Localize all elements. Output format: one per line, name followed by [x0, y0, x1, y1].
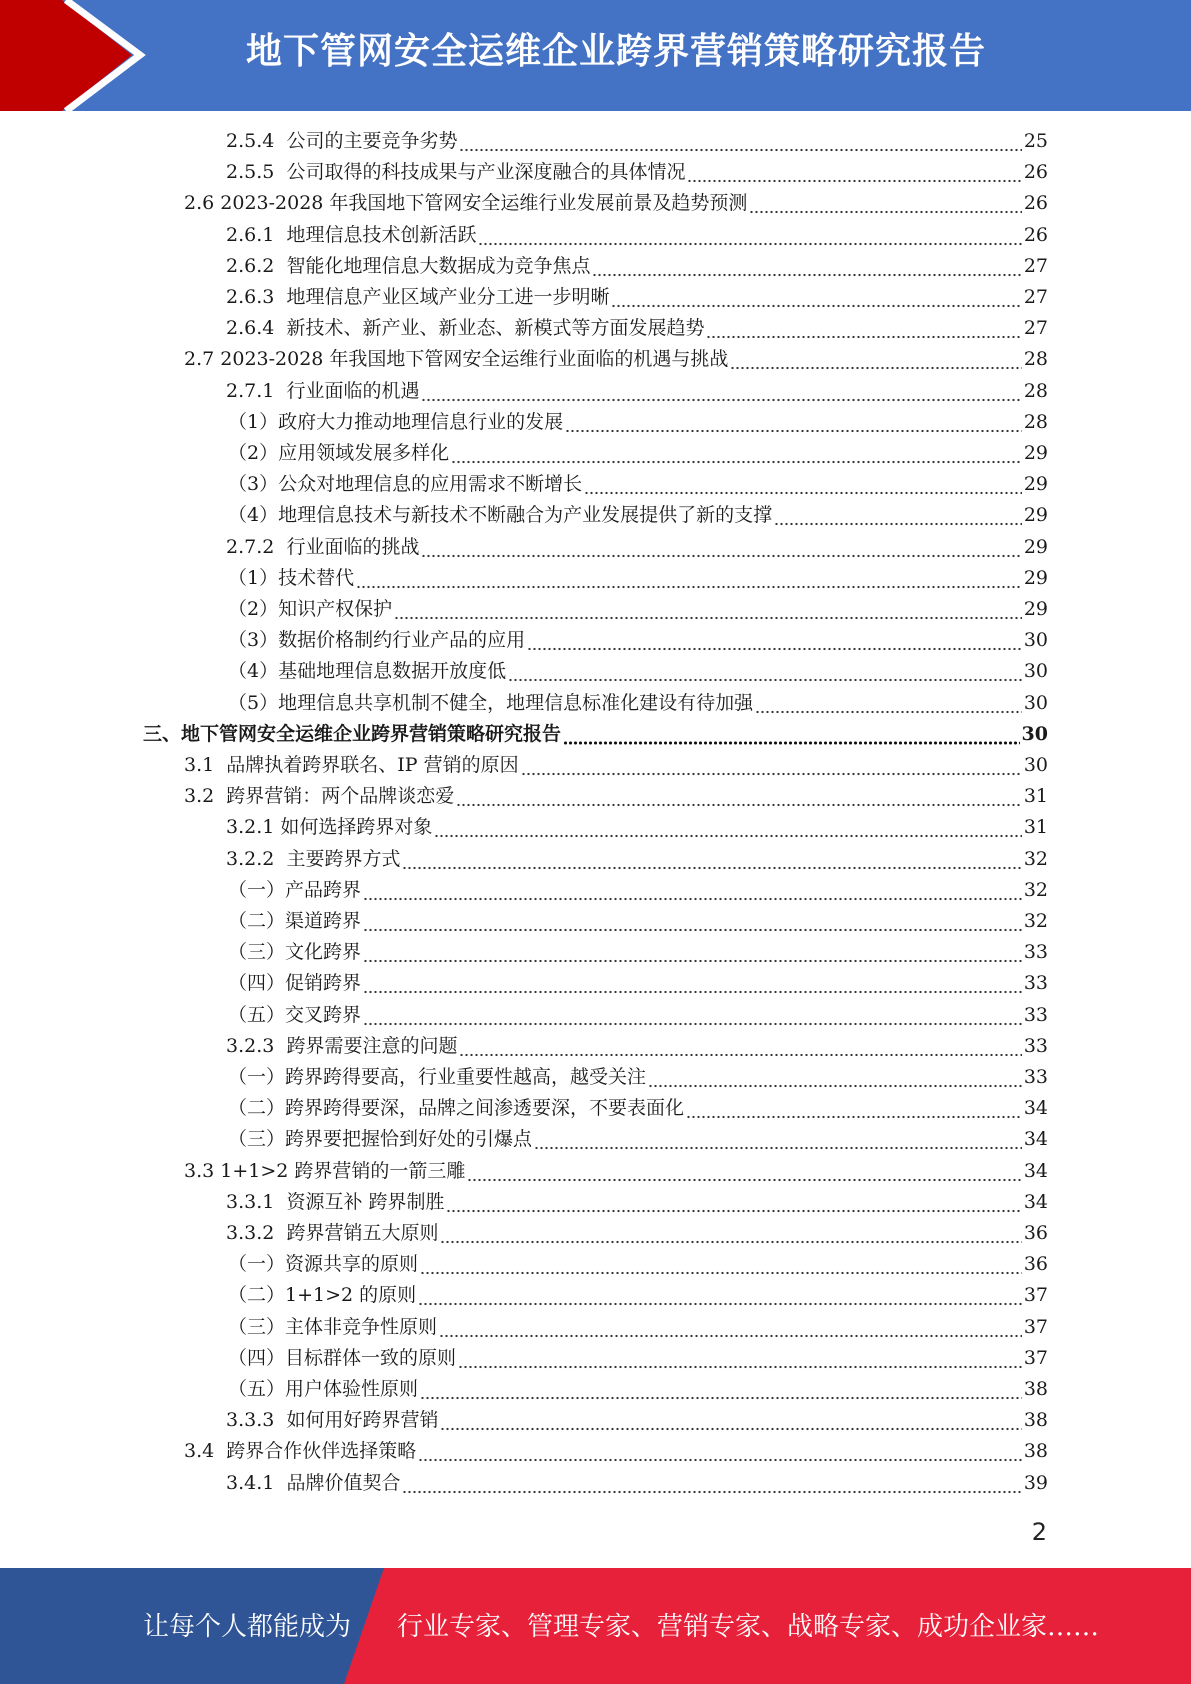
toc-entry-page: 32 [1023, 878, 1048, 901]
toc-leader-dots [648, 1062, 1022, 1092]
toc-entry[interactable] [228, 688, 1048, 718]
toc-entry-title: 地理信息技术创新活跃 [286, 223, 477, 246]
toc-leader-dots [563, 719, 1020, 749]
toc-entry-number: （3） [228, 473, 279, 496]
toc-entry[interactable] [226, 313, 1048, 343]
toc-leader-dots [363, 937, 1022, 967]
toc-entry[interactable] [226, 251, 1048, 281]
toc-entry-page: 30 [1023, 660, 1048, 683]
toc-entry-number: （二） [228, 910, 286, 932]
toc-entry-number: 3.4 [184, 1440, 227, 1463]
toc-entry-page: 25 [1023, 130, 1048, 152]
toc-entry-page: 32 [1023, 910, 1048, 932]
toc-entry-page: 29 [1023, 504, 1048, 527]
toc-entry[interactable] [184, 781, 1048, 811]
toc-entry-number: 2.6.3 [226, 286, 287, 308]
toc-entry-title: 如何用好跨界营销 [286, 1409, 439, 1432]
toc-entry-page: 38 [1023, 1378, 1048, 1400]
toc-leader-dots [467, 1156, 1021, 1186]
toc-entry-title: 跨界合作伙伴选择策略 [226, 1440, 417, 1463]
toc-entry-title: 地下管网安全运维企业跨界营销策略研究报告 [181, 722, 562, 745]
toc-entry-number: 3.3 [184, 1159, 221, 1182]
toc-entry-title: 智能化地理信息大数据成为竞争焦点 [286, 254, 591, 277]
toc-entry-number: 3.2.3 [226, 1034, 287, 1057]
toc-entry-page: 33 [1023, 1066, 1048, 1088]
toc-entry[interactable] [228, 1280, 1048, 1310]
toc-entry-number: （四） [228, 972, 286, 995]
toc-entry-number: 3.1 [184, 754, 227, 776]
toc-entry-number: （三） [228, 941, 286, 964]
toc-leader-dots [440, 1405, 1021, 1435]
toc-entry-page: 27 [1023, 286, 1048, 308]
toc-entry-title: 主要跨界方式 [286, 847, 401, 870]
toc-entry-title: 跨界跨得要深，品牌之间渗透要深，不要表面化 [285, 1097, 685, 1120]
toc-leader-dots [611, 282, 1021, 312]
toc-entry[interactable] [226, 220, 1048, 250]
toc-entry[interactable] [226, 157, 1048, 187]
toc-leader-dots [458, 1343, 1022, 1373]
toc-leader-dots [451, 438, 1022, 468]
toc-entry[interactable] [228, 1249, 1048, 1279]
toc-entry[interactable] [228, 937, 1048, 967]
toc-leader-dots [446, 1187, 1021, 1217]
toc-entry[interactable] [228, 469, 1048, 499]
toc-entry[interactable] [228, 563, 1048, 593]
toc-entry-number: 3.4.1 [226, 1471, 287, 1494]
toc-leader-dots [687, 157, 1021, 187]
toc-entry-number: （1） [228, 566, 279, 589]
toc-entry-title: 资源共享的原则 [285, 1253, 419, 1276]
toc-entry-title: 基础地理信息数据开放度低 [278, 660, 507, 683]
toc-entry-number: 2.6.1 [226, 223, 287, 246]
toc-leader-dots [421, 532, 1021, 562]
toc-entry-number: 3.3.2 [226, 1222, 287, 1244]
toc-entry-page: 34 [1023, 1097, 1048, 1120]
toc-entry[interactable] [184, 344, 1048, 374]
toc-entry[interactable] [228, 1000, 1048, 1030]
toc-entry-page: 29 [1023, 535, 1048, 558]
toc-entry-title: 公众对地理信息的应用需求不断增长 [278, 473, 583, 496]
toc-leader-dots [363, 875, 1022, 905]
report-title: 地下管网安全运维企业跨界营销策略研究报告 [246, 31, 987, 72]
toc-leader-dots [508, 656, 1022, 686]
toc-entry[interactable] [228, 1374, 1048, 1404]
toc-entry-page: 30 [1023, 691, 1048, 714]
toc-entry-title: 跨界营销：两个品牌谈恋爱 [226, 785, 455, 808]
toc-entry-title: 地理信息技术与新技术不断融合为产业发展提供了新的支撑 [278, 504, 773, 527]
toc-entry-title: 主体非竞争性原则 [285, 1315, 438, 1338]
toc-leader-dots [749, 188, 1021, 218]
toc-entry-title: 1+1>2 跨界营销的一箭三雕 [220, 1159, 466, 1182]
toc-entry-number: 2.6 [184, 192, 221, 215]
toc-entry-number: （一） [228, 1253, 286, 1276]
toc-entry-number: （2） [228, 598, 279, 620]
toc-leader-dots [421, 376, 1021, 406]
toc-entry-title: 产品跨界 [285, 878, 362, 901]
toc-entry-page: 31 [1023, 785, 1048, 808]
toc-entry-page: 32 [1023, 847, 1048, 870]
toc-leader-dots [774, 500, 1022, 530]
toc-entry-title: 渠道跨界 [285, 910, 362, 932]
toc-leader-dots [459, 1031, 1021, 1061]
toc-leader-dots [439, 1312, 1022, 1342]
toc-entry-title: 1+1>2 的原则 [285, 1284, 417, 1307]
toc-entry-page: 33 [1023, 1003, 1048, 1026]
toc-leader-dots [478, 220, 1021, 250]
toc-entry[interactable] [226, 1468, 1048, 1498]
toc-entry-page: 36 [1023, 1222, 1048, 1244]
toc-entry-title: 跨界营销五大原则 [286, 1222, 439, 1244]
toc-entry-title: 地理信息产业区域产业分工进一步明晰 [286, 286, 610, 308]
toc-entry-number: （3） [228, 629, 279, 652]
toc-entry[interactable] [228, 1312, 1048, 1342]
toc-entry-title: 数据价格制约行业产品的应用 [278, 629, 526, 652]
toc-leader-dots [363, 1000, 1022, 1030]
toc-entry-number: 2.7.2 [226, 535, 287, 558]
toc-leader-dots [418, 1436, 1022, 1466]
toc-entry[interactable] [226, 1031, 1048, 1061]
toc-leader-dots [420, 1374, 1022, 1404]
toc-leader-dots [459, 126, 1021, 156]
toc-entry-number: 2.5.5 [226, 161, 287, 184]
toc-entry-title: 2023-2028 年我国地下管网安全运维行业面临的机遇与挑战 [220, 348, 729, 371]
toc-entry[interactable] [228, 1093, 1048, 1123]
footer-slogan-right: 行业专家、管理专家、营销专家、战略专家、成功企业家…… [397, 1612, 1100, 1642]
toc-entry[interactable] [226, 844, 1048, 874]
toc-entry[interactable] [184, 188, 1048, 218]
toc-entry-page: 28 [1023, 348, 1048, 371]
toc-leader-dots [434, 812, 1021, 842]
toc-leader-dots [418, 1280, 1022, 1310]
toc-leader-dots [730, 344, 1021, 374]
toc-entry-page: 34 [1023, 1128, 1048, 1151]
toc-entry-page: 31 [1023, 816, 1048, 839]
toc-entry[interactable] [184, 1156, 1048, 1186]
toc-entry-number: 3.2.1 [226, 816, 281, 839]
toc-entry-number: 2.7 [184, 348, 221, 371]
toc-entry-page: 29 [1023, 473, 1048, 496]
toc-entry-title: 交叉跨界 [285, 1003, 362, 1026]
toc-leader-dots [420, 1249, 1022, 1279]
toc-entry-number: （1） [228, 410, 279, 433]
toc-entry-number: 3.2.2 [226, 847, 287, 870]
toc-entry-page: 30 [1023, 629, 1048, 652]
toc-entry[interactable] [226, 532, 1048, 562]
toc-entry-number: 三、 [143, 722, 182, 745]
toc-leader-dots [363, 968, 1022, 998]
toc-entry-title: 行业面临的挑战 [286, 535, 420, 558]
toc-entry-page: 28 [1023, 379, 1048, 402]
toc-entry[interactable] [228, 1343, 1048, 1373]
toc-entry[interactable] [226, 126, 1048, 156]
toc-entry-page: 34 [1023, 1159, 1048, 1182]
toc-entry-title: 新技术、新产业、新业态、新模式等方面发展趋势 [286, 317, 705, 340]
toc-leader-dots [686, 1093, 1022, 1123]
toc-entry[interactable] [228, 1124, 1048, 1154]
toc-entry[interactable] [228, 1062, 1048, 1092]
toc-entry-page: 34 [1023, 1190, 1048, 1213]
toc-entry-page: 28 [1023, 410, 1048, 433]
toc-entry-title: 公司取得的科技成果与产业深度融合的具体情况 [286, 161, 686, 184]
toc-leader-dots [356, 563, 1022, 593]
toc-entry[interactable] [143, 719, 1048, 749]
toc-entry-number: （二） [228, 1284, 286, 1307]
toc-entry-number: （五） [228, 1378, 286, 1400]
toc-leader-dots [584, 469, 1022, 499]
toc-entry-number: （三） [228, 1315, 286, 1338]
toc-entry-page: 37 [1023, 1346, 1048, 1369]
toc-entry-title: 行业面临的机遇 [286, 379, 420, 402]
toc-entry[interactable] [228, 407, 1048, 437]
toc-entry-page: 29 [1023, 566, 1048, 589]
toc-leader-dots [521, 750, 1022, 780]
toc-entry-page: 27 [1023, 254, 1048, 277]
toc-entry[interactable] [226, 1187, 1048, 1217]
toc-entry-number: 2.5.4 [226, 130, 287, 152]
toc-entry-title: 2023-2028 年我国地下管网安全运维行业发展前景及趋势预测 [220, 192, 748, 215]
toc-leader-dots [363, 906, 1022, 936]
toc-entry-title: 目标群体一致的原则 [285, 1346, 457, 1369]
toc-entry-page: 29 [1023, 598, 1048, 620]
toc-entry-number: （五） [228, 1003, 286, 1026]
toc-entry-number: （三） [228, 1128, 286, 1151]
toc-entry[interactable] [228, 500, 1048, 530]
toc-entry-title: 地理信息共享机制不健全，地理信息标准化建设有待加强 [278, 691, 754, 714]
toc-entry[interactable] [226, 376, 1048, 406]
toc-entry-title: 应用领域发展多样化 [278, 442, 450, 464]
toc-leader-dots [402, 844, 1021, 874]
toc-entry-page: 33 [1023, 941, 1048, 964]
toc-entry-title: 知识产权保护 [278, 598, 393, 620]
toc-entry-number: 2.7.1 [226, 379, 287, 402]
toc-entry-page: 33 [1023, 972, 1048, 995]
toc-leader-dots [706, 313, 1021, 343]
toc-entry-page: 27 [1023, 317, 1048, 340]
toc-entry-number: （一） [228, 1066, 286, 1088]
toc-entry-page: 29 [1023, 442, 1048, 464]
toc-entry-number: 3.3.3 [226, 1409, 287, 1432]
toc-entry-title: 品牌价值契合 [286, 1471, 401, 1494]
toc-entry[interactable] [184, 750, 1048, 780]
toc-entry-number: （2） [228, 442, 279, 464]
toc-entry-page: 26 [1023, 192, 1048, 215]
toc-entry[interactable] [226, 282, 1048, 312]
toc-entry-page: 33 [1023, 1034, 1048, 1057]
toc-entry[interactable] [226, 812, 1048, 842]
toc-entry-number: 2.6.4 [226, 317, 287, 340]
toc-entry-page: 30 [1023, 754, 1048, 776]
toc-leader-dots [565, 407, 1022, 437]
page-header [0, 0, 1191, 111]
toc-entry-page: 37 [1023, 1315, 1048, 1338]
toc-entry-title: 公司的主要竞争劣势 [286, 130, 458, 152]
toc-entry-number: （二） [228, 1097, 286, 1120]
toc-entry-page: 36 [1023, 1253, 1048, 1276]
toc-entry[interactable] [184, 1436, 1048, 1466]
toc-entry-page: 26 [1023, 161, 1048, 184]
toc-entry-title: 促销跨界 [285, 972, 362, 995]
page-number: 2 [1031, 1518, 1047, 1546]
toc-entry-title: 技术替代 [278, 566, 355, 589]
toc-entry[interactable] [228, 875, 1048, 905]
toc-entry-title: 政府大力推动地理信息行业的发展 [278, 410, 564, 433]
toc-entry-page: 30 [1021, 722, 1048, 745]
toc-entry[interactable] [228, 968, 1048, 998]
toc-leader-dots [592, 251, 1021, 281]
toc-entry-number: 2.6.2 [226, 254, 287, 277]
toc-entry-title: 跨界跨得要高，行业重要性越高，越受关注 [285, 1066, 647, 1088]
toc-leader-dots [755, 688, 1022, 718]
toc-entry-page: 37 [1023, 1284, 1048, 1307]
toc-entry-title: 跨界需要注意的问题 [286, 1034, 458, 1057]
toc-leader-dots [394, 594, 1022, 624]
toc-entry[interactable] [228, 906, 1048, 936]
toc-entry[interactable] [228, 594, 1048, 624]
toc-leader-dots [456, 781, 1022, 811]
toc-entry[interactable] [226, 1405, 1048, 1435]
toc-leader-dots [402, 1468, 1021, 1498]
toc-entry-number: （4） [228, 660, 279, 683]
toc-entry-number: （5） [228, 691, 279, 714]
page-footer [0, 1568, 1191, 1684]
toc-entry[interactable] [228, 438, 1048, 468]
toc-entry-page: 38 [1023, 1409, 1048, 1432]
toc-entry-title: 品牌执着跨界联名、IP 营销的原因 [226, 754, 519, 776]
toc-entry-page: 39 [1023, 1471, 1048, 1494]
toc-entry-page: 26 [1023, 223, 1048, 246]
toc-leader-dots [527, 625, 1022, 655]
toc-entry[interactable] [226, 1218, 1048, 1248]
toc-entry-title: 如何选择跨界对象 [280, 816, 433, 839]
toc-entry[interactable] [228, 656, 1048, 686]
toc-entry-title: 跨界要把握恰到好处的引爆点 [285, 1128, 533, 1151]
toc-entry-number: 3.3.1 [226, 1190, 287, 1213]
toc-entry-page: 38 [1023, 1440, 1048, 1463]
toc-entry-title: 用户体验性原则 [285, 1378, 419, 1400]
toc-entry-number: （四） [228, 1346, 286, 1369]
toc-entry-title: 资源互补 跨界制胜 [286, 1190, 445, 1213]
toc-entry[interactable] [228, 625, 1048, 655]
toc-entry-number: 3.2 [184, 785, 227, 808]
toc-entry-number: （4） [228, 504, 279, 527]
toc-entry-title: 文化跨界 [285, 941, 362, 964]
toc-leader-dots [534, 1124, 1022, 1154]
toc-entry-number: （一） [228, 878, 286, 901]
toc-leader-dots [440, 1218, 1021, 1248]
footer-slogan-left: 让每个人都能成为 [143, 1612, 352, 1642]
